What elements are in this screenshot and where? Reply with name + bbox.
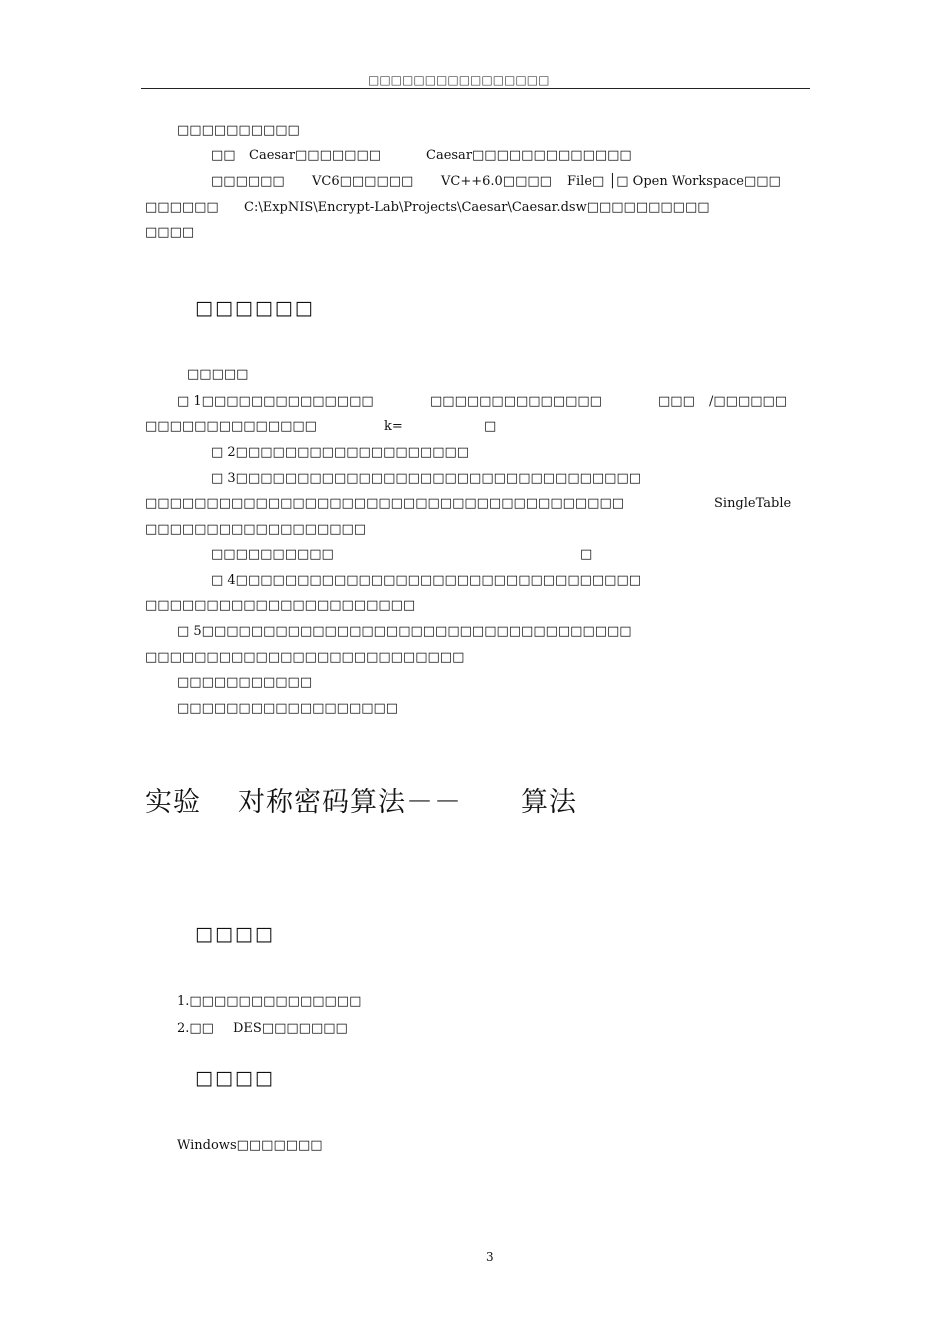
text-line: Caesar□□□□□□□□□□□□□ [426,148,632,163]
text-line: □ [580,547,593,562]
chapter-title-part: 算法 [521,787,577,818]
section-heading: □□□□ [195,923,275,945]
text-line: k= [384,419,403,434]
text-line: □ 5□□□□□□□□□□□□□□□□□□□□□□□□□□□□□□□□□□□ [177,624,632,639]
list-item: 1.□□□□□□□□□□□□□□ [177,994,362,1009]
text-line: □□□□□□ [211,174,285,189]
chapter-title-part: 对称密码算法－－ [238,787,462,818]
header-rule [141,88,810,89]
text-line: □□□□□ [187,367,249,382]
text-line: □□□□□□□□□□□□□□□□□□□□□□□□□□□□□□□□□□□□□□□ [145,496,625,511]
page-number: 3 [486,1250,494,1264]
text-line: □□□□□□□□□□□□□□□□□□ [145,522,367,537]
text-line: □ 3□□□□□□□□□□□□□□□□□□□□□□□□□□□□□□□□□ [211,471,642,486]
list-item: 2.□□ [177,1021,214,1036]
text-line: Windows□□□□□□□ [177,1138,323,1153]
page-header: □□□□□□□□□□□□□□□□ [368,73,550,87]
text-line: File□ │□ Open Workspace□□□ [567,174,781,189]
text-line: /□□□□□□ [709,394,788,409]
text-line: □□□ [658,394,695,409]
text-line: □□□□□□□□□□□□□□ [430,394,602,409]
text-line: □□□□□□□□□□□ [177,675,313,690]
text-line: □□□□□□□□□□ [211,547,334,562]
text-line: □□□□□□□□□□□□□□□□□□□□□□ [145,598,416,613]
text-line: SingleTable [714,496,792,511]
text-line: □ 1□□□□□□□□□□□□□□ [177,394,374,409]
text-line: □□□□□□ [145,200,219,215]
text-line: □□ [211,148,236,163]
text-line: Caesar□□□□□□□ [249,148,382,163]
text-line: □□□□□□□□□□ [177,123,300,138]
text-line: VC++6.0□□□□ [441,174,552,189]
text-line: VC6□□□□□□ [312,174,414,189]
text-line: □ 2□□□□□□□□□□□□□□□□□□□ [211,445,470,460]
list-item: DES□□□□□□□ [233,1021,348,1036]
section-heading: □□□□ [195,1067,275,1089]
section-heading: □□□□□□ [195,297,315,319]
text-line: □□□□ [145,225,195,240]
text-line: □□□□□□□□□□□□□□□□□□ [177,701,399,716]
text-line: □□□□□□□□□□□□□□ [145,419,317,434]
text-line: C:\ExpNIS\Encrypt-Lab\Projects\Caesar\Caesar.dsw□□□□□□□□□□ [244,200,710,215]
text-line: □ [484,419,497,434]
text-line: □ 4□□□□□□□□□□□□□□□□□□□□□□□□□□□□□□□□□ [211,573,642,588]
chapter-title-part: 实验 [145,787,201,818]
text-line: □□□□□□□□□□□□□□□□□□□□□□□□□□ [145,650,465,665]
